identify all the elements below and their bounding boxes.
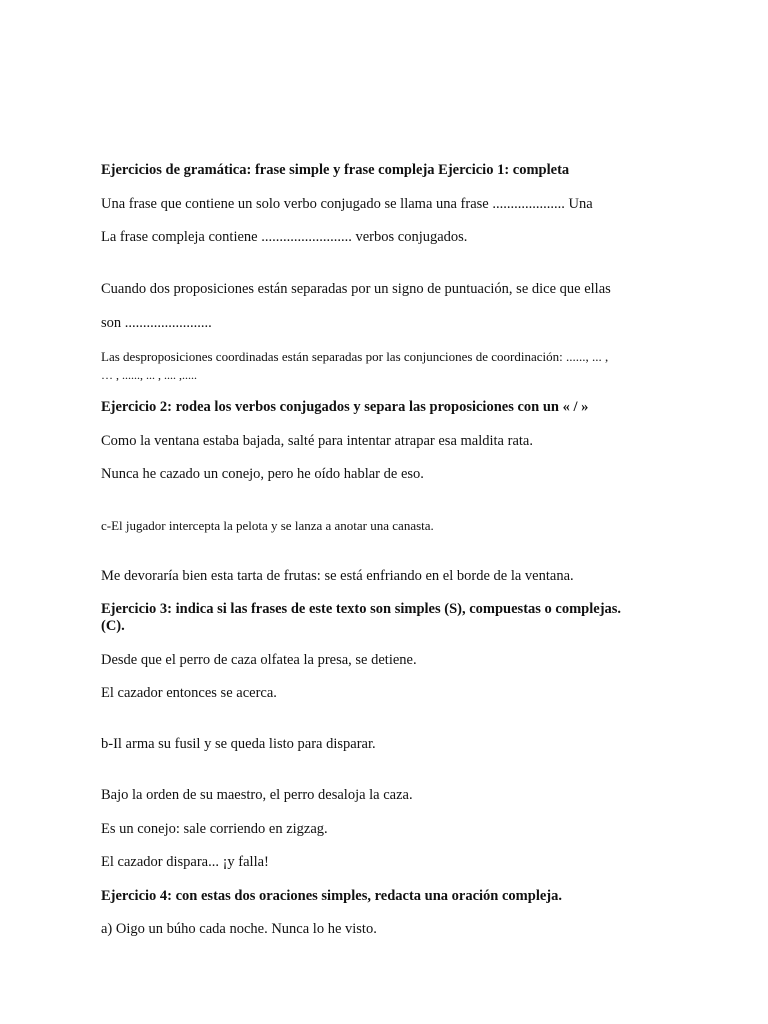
ex1-line-2: La frase compleja contiene ......................... verbos conjugados. [101, 229, 468, 245]
ex1-line-4: son ........................ [101, 315, 212, 331]
ex3-item-1: Desde que el perro de caza olfatea la presa, se detiene. [101, 652, 417, 668]
ex2-item-3: c-El jugador intercepta la pelota y se lanza a anotar una canasta. [101, 518, 434, 533]
ex1-line-6: … , ......, ... , .... ,..... [101, 368, 197, 382]
ex1-line-1: Una frase que contiene un solo verbo conjugado se llama una frase .................... Una [101, 196, 593, 212]
ex2-item-1: Como la ventana estaba bajada, salté para intentar atrapar esa maldita rata. [101, 433, 533, 449]
ex3-heading-line-2: (C). [101, 618, 125, 634]
ex2-heading: Ejercicio 2: rodea los verbos conjugados y separa las proposiciones con un « / » [101, 399, 589, 415]
ex3-item-3: b-Il arma su fusil y se queda listo para disparar. [101, 736, 376, 752]
ex1-line-5: Las desproposiciones coordinadas están separadas por las conjunciones de coordinación: ......, ... , [101, 349, 609, 364]
ex4-item-a: a) Oigo un búho cada noche. Nunca lo he visto. [101, 921, 377, 937]
ex2-item-4: Me devoraría bien esta tarta de frutas: se está enfriando en el borde de la ventana. [101, 568, 574, 584]
ex2-item-2: Nunca he cazado un conejo, pero he oído hablar de eso. [101, 466, 424, 482]
ex3-heading-line-1: Ejercicio 3: indica si las frases de este texto son simples (S), compuestas o complejas. [101, 601, 622, 617]
page-title: Ejercicios de gramática: frase simple y frase compleja Ejercicio 1: completa [101, 162, 570, 178]
ex1-line-3: Cuando dos proposiciones están separadas por un signo de puntuación, se dice que ellas [101, 281, 611, 297]
ex3-item-5: Es un conejo: sale corriendo en zigzag. [101, 821, 328, 837]
ex3-item-2: El cazador entonces se acerca. [101, 685, 277, 701]
ex4-heading: Ejercicio 4: con estas dos oraciones simples, redacta una oración compleja. [101, 888, 562, 904]
ex3-item-4: Bajo la orden de su maestro, el perro desaloja la caza. [101, 787, 413, 803]
ex3-item-6: El cazador dispara... ¡y falla! [101, 854, 269, 870]
